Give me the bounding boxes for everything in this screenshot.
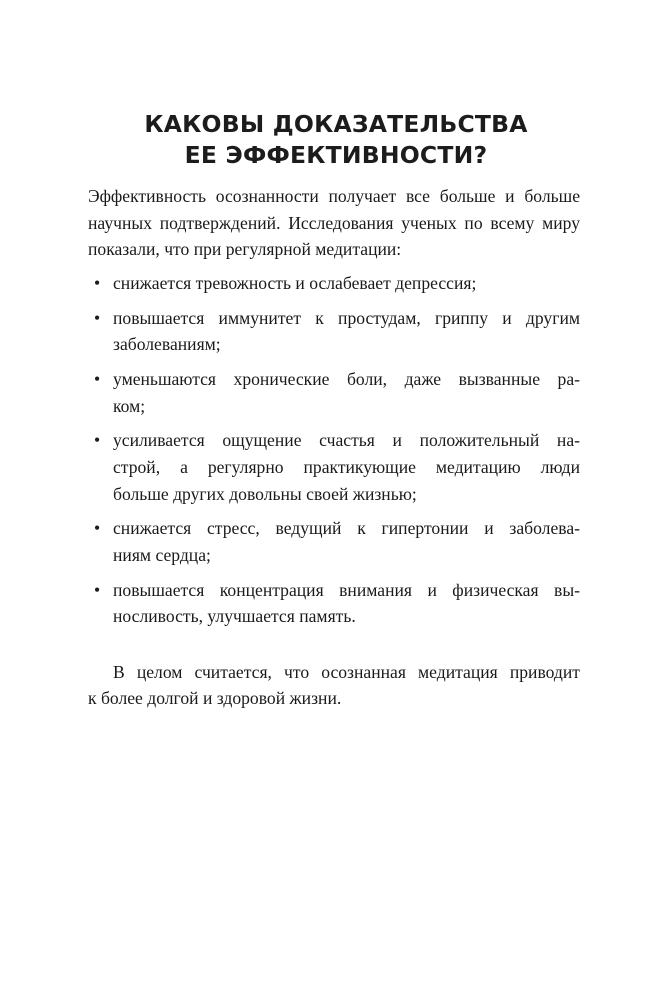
text-line: ниям сердца; xyxy=(113,544,211,565)
section-heading xyxy=(80,109,592,171)
text-line: усиливается ощущение счастья и положительный на- xyxy=(113,430,580,451)
text-line: к более долгой и здоровой жизни. xyxy=(88,688,342,709)
intro-paragraph xyxy=(88,183,580,263)
text-line: заболеваниям; xyxy=(113,334,221,355)
text-line: уменьшаются хронические боли, даже вызванные ра- xyxy=(113,368,580,389)
list-item xyxy=(88,515,580,568)
text-line: носливость, улучшается память. xyxy=(113,606,356,627)
list-item xyxy=(88,427,580,507)
bullet-icon: • xyxy=(94,307,101,328)
body-text xyxy=(88,183,580,712)
bullet-icon: • xyxy=(94,272,101,293)
text-line: снижается тревожность и ослабевает депрессия; xyxy=(113,272,477,293)
text-line: ком; xyxy=(113,395,146,416)
text-line: Эффективность осознанности получает все больше и больше xyxy=(88,186,580,206)
text-line: В целом считается, что осознанная медитация приводит xyxy=(113,661,580,682)
text-line: снижается стресс, ведущий к гипертонии и заболева- xyxy=(113,518,580,539)
bullet-icon: • xyxy=(94,430,101,451)
closing-paragraph xyxy=(88,659,580,712)
bullet-icon: • xyxy=(94,368,101,389)
heading-line-1: КАКОВЫ ДОКАЗАТЕЛЬСТВА xyxy=(144,109,528,138)
benefits-list xyxy=(88,270,580,630)
text-line: повышается иммунитет к простудам, гриппу и другим xyxy=(113,307,580,328)
heading-line-2: ЕЕ ЭФФЕКТИВНОСТИ? xyxy=(184,140,488,169)
text-line: строй, а регулярно практикующие медитацию люди xyxy=(113,456,580,477)
list-item xyxy=(88,366,580,419)
text-line: повышается концентрация внимания и физическая вы- xyxy=(113,579,580,600)
bullet-icon: • xyxy=(94,579,101,600)
text-line: больше других довольны своей жизнью; xyxy=(113,483,417,504)
list-item xyxy=(88,577,580,630)
text-line: показали, что при регулярной медитации: xyxy=(88,239,402,260)
text-line: научных подтверждений. Исследования ученых по всему миру xyxy=(88,212,580,233)
bullet-icon: • xyxy=(94,518,101,539)
list-item xyxy=(88,270,580,297)
list-item xyxy=(88,305,580,358)
